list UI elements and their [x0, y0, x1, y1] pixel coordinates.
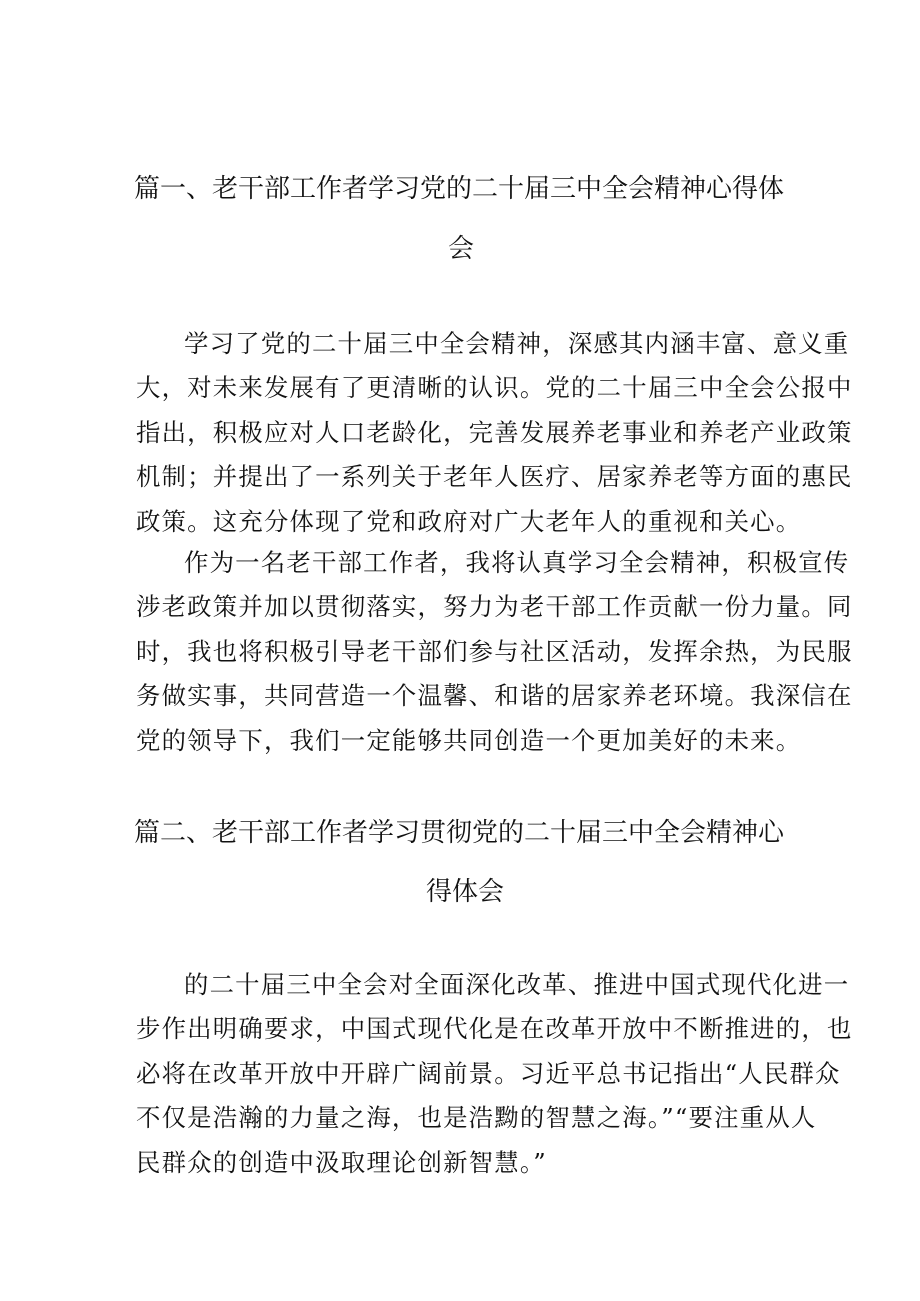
text-line: 步作出明确要求，中国式现代化是在改革开放中不断推进的，也: [136, 1014, 853, 1044]
text-line: 党的领导下，我们一定能够共同创造一个更加美好的未来。: [136, 725, 802, 755]
section2-title-line2: 得体会: [426, 877, 505, 907]
section1-paragraph-1: [136, 322, 853, 544]
text-line: 作为一名老干部工作者，我将认真学习全会精神，积极宣传: [184, 548, 850, 577]
text-line: 政策。这充分体现了党和政府对广大老年人的重视和关心。: [136, 506, 802, 536]
text-line: 民群众的创造中汲取理论创新智慧。”: [136, 1147, 547, 1177]
text-line: 学习了党的二十届三中全会精神，深感其内涵丰富、意义重: [184, 329, 850, 358]
text-line: 务做实事，共同营造一个温馨、和谐的居家养老环境。我深信在: [136, 681, 853, 711]
text-line: 时，我也将积极引导老干部们参与社区活动，发挥余热，为民服: [136, 636, 853, 666]
text-line: 不仅是浩瀚的力量之海，也是浩黝的智慧之海。”“要注重从人: [136, 1103, 817, 1133]
text-line: 涉老政策并加以贯彻落实，努力为老干部工作贡献一份力量。同: [136, 592, 853, 622]
section1-paragraph-2: [136, 541, 853, 763]
section2-paragraph-1: [136, 963, 853, 1185]
section1-title-line1: 篇一、老干部工作者学习党的二十届三中全会精神心得体: [134, 174, 785, 204]
text-line: 指出，积极应对人口老龄化，完善发展养老事业和养老产业政策: [136, 417, 853, 447]
text-line: 的二十届三中全会对全面深化改革、推进中国式现代化进一: [184, 970, 850, 999]
text-line: 机制；并提出了一系列关于老年人医疗、居家养老等方面的惠民: [136, 462, 853, 492]
section2-title-line1: 篇二、老干部工作者学习贯彻党的二十届三中全会精神心: [134, 818, 785, 848]
text-line: 大，对未来发展有了更清晰的认识。党的二十届三中全会公报中: [136, 373, 853, 403]
section1-title-line2: 会: [448, 234, 475, 264]
text-line: 必将在改革开放中开辟广阔前景。习近平总书记指出“人民群众: [136, 1058, 841, 1088]
